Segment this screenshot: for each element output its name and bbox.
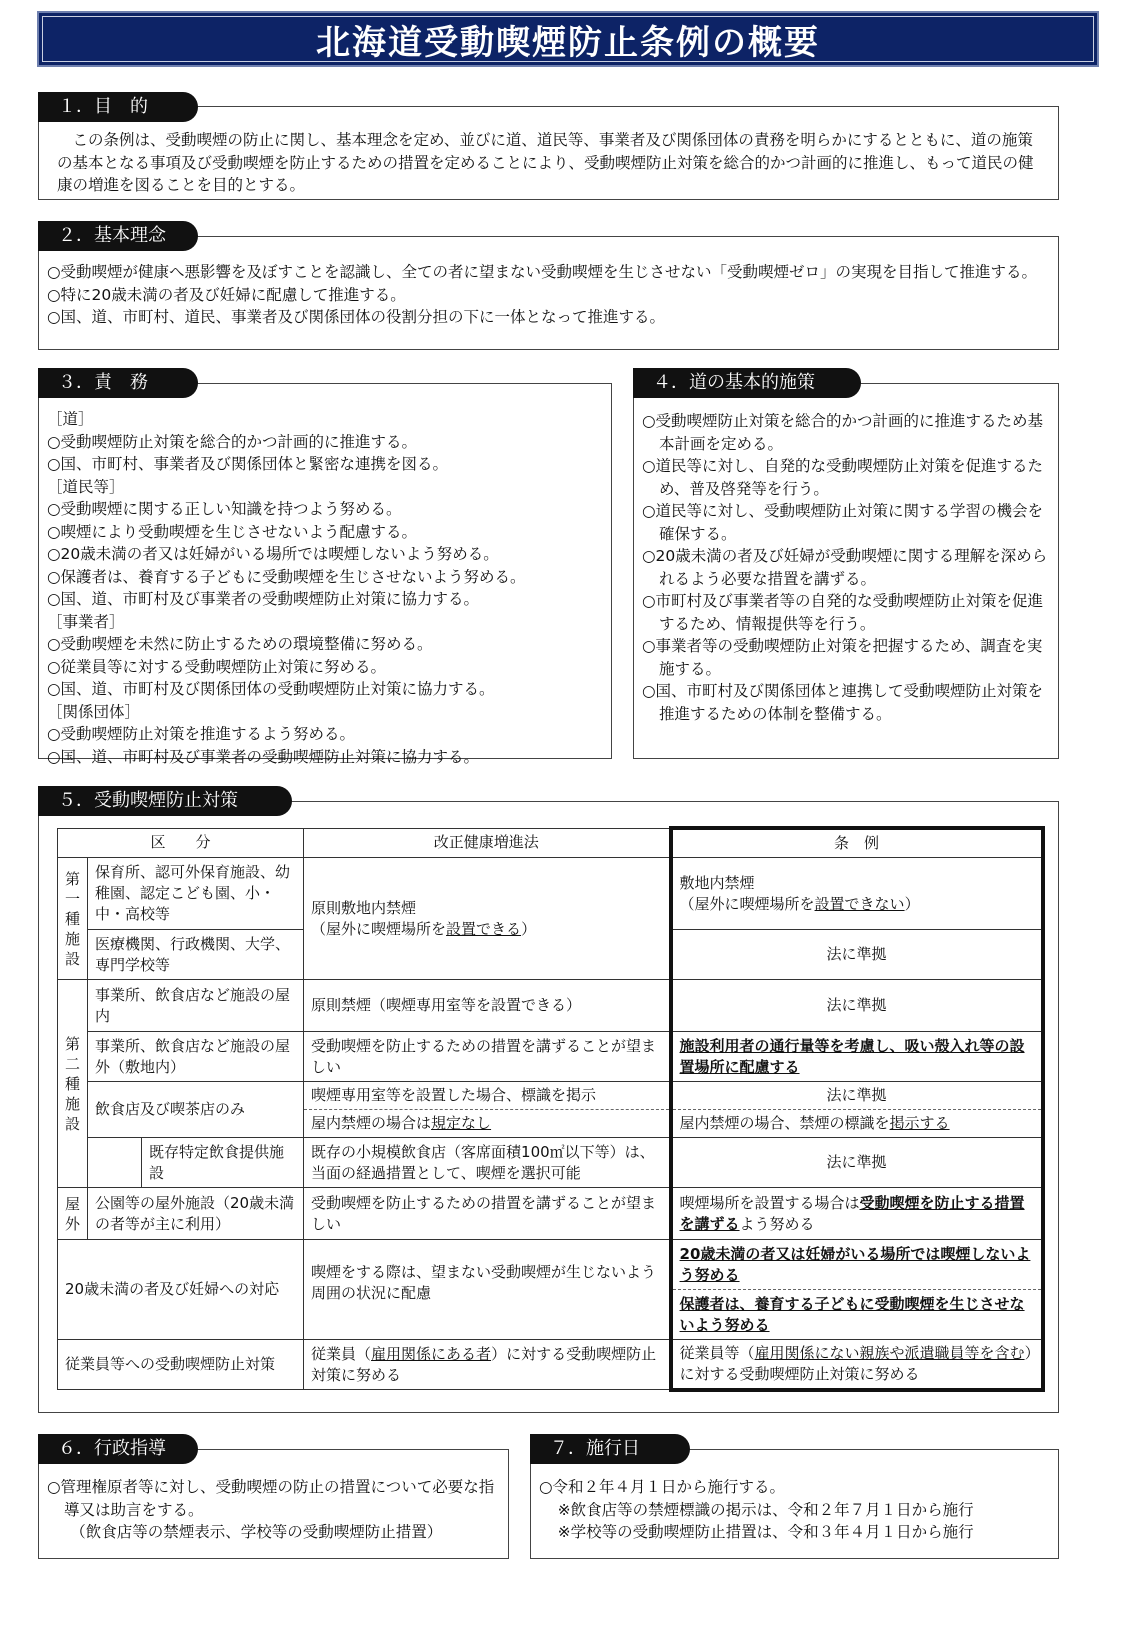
section-5-tag: ５．受動喫煙防止対策 [38, 786, 292, 816]
policy-item: ○市町村及び事業者等の自発的な受動喫煙防止対策を促進するため、情報提供等を行う。 [642, 592, 1044, 633]
jorei-text-underlined: 受動喫煙を防止する措置を講ずる [679, 1193, 1025, 1233]
guidance-item: ○管理権原者等に対し、受動喫煙の防止の措置について必要な指導又は助言をする。 [47, 1478, 495, 1519]
principle-item: ○国、道、市町村、道民、事業者及び関係団体の役割分担の下に一体となって推進する。 [47, 308, 666, 326]
measures-table [57, 826, 1045, 1392]
jorei-text-part: 屋内禁煙の場合、禁煙の標識を [679, 1114, 890, 1132]
row-kubun: 飲食店及び喫茶店のみ [88, 1082, 304, 1138]
section-1-tag: １．目 的 [38, 92, 198, 122]
effective-note: ※飲食店等の禁煙標識の掲示は、令和２年７月１日から施行 [557, 1500, 974, 1519]
purpose-text: この条例は、受動喫煙の防止に関し、基本理念を定め、並びに道、道民等、事業者及び関係団体の責務を明らかにするとともに、道の施策の基本となる事項及び受動喫煙を防止するための措置を定めることにより、受動喫煙防止対策を総合的かつ計画的に推進し、もって道民の健康の増進を図ることを目的とする。 [57, 131, 1034, 194]
row-kubun: 既存特定飲食提供施設 [142, 1138, 304, 1188]
section-6-box [38, 1449, 509, 1559]
duty-item: ○受動喫煙防止対策を推進するよう努める。 [47, 725, 356, 743]
row-jorei: 法に準拠 [671, 1138, 1043, 1188]
row-jorei: 施設利用者の通行量等を考慮し、吸い殻入れ等の設置場所に配慮する [671, 1032, 1043, 1082]
table-row [58, 1138, 1043, 1188]
section-2-tag: ２．基本理念 [38, 221, 198, 251]
row-law: 既存の小規模飲食店（客席面積100㎡以下等）は、当面の経過措置として、喫煙を選択可能 [304, 1138, 671, 1188]
law-text: 原則敷地内禁煙 [311, 898, 417, 917]
duty-item: ○喫煙により受動喫煙を生じさせないよう配慮する。 [47, 522, 418, 541]
law-text-underlined: 規定なし [431, 1114, 492, 1132]
section-3-box [38, 383, 612, 766]
table-row [58, 980, 1043, 1032]
header-jorei: 条 例 [671, 828, 1043, 858]
section-7-tag: ７．施行日 [530, 1434, 690, 1464]
jorei-text-part: 喫煙場所を設置する場合は [679, 1193, 860, 1212]
principle-item: ○受動喫煙が健康へ悪影響を及ぼすことを認識し、全ての者に望まない受動喫煙を生じさせない「受動喫煙ゼロ」の実現を目指して推進する。 [47, 263, 1038, 281]
row-kubun: 従業員等への受動喫煙防止対策 [58, 1340, 304, 1390]
law-text-part: 屋内禁煙の場合は [311, 1114, 432, 1132]
jorei-text-2 [680, 894, 1034, 915]
table-row [58, 1188, 1043, 1240]
law-text-underlined: 雇用関係にある者 [371, 1344, 492, 1363]
group-first-class: 第一種施設 [58, 858, 88, 980]
row-law [304, 858, 671, 980]
section-2-box [38, 236, 1059, 350]
page-title-text: 北海道受動喫煙防止条例の概要 [316, 22, 820, 63]
duty-heading: ［事業者］ [47, 612, 125, 631]
policy-item: ○道民等に対し、自発的な受動喫煙防止対策を促進するため、普及啓発等を行う。 [642, 457, 1044, 498]
row-jorei: 20歳未満の者又は妊婦がいる場所では喫煙しないよう努める [671, 1240, 1043, 1290]
effective-date: ○令和２年４月１日から施行する。 [539, 1478, 786, 1496]
duty-item: ○国、道、市町村及び事業者の受動喫煙防止対策に協力する。 [47, 590, 480, 608]
section-7-box [530, 1449, 1059, 1559]
row-jorei: 法に準拠 [671, 1082, 1043, 1110]
row-jorei [671, 858, 1043, 930]
duty-item: ○国、市町村、事業者及び関係団体と緊密な連携を図る。 [47, 455, 449, 473]
policy-item: ○20歳未満の者及び妊婦が受動喫煙に関する理解を深められるよう必要な措置を講ずる。 [642, 547, 1048, 588]
jorei-text: 敷地内禁煙 [679, 873, 755, 892]
duty-heading: ［関係団体］ [47, 702, 141, 721]
row-indent [88, 1138, 142, 1188]
jorei-text-underlined: 設置できない [814, 894, 905, 913]
row-law: 受動喫煙を防止するための措置を講ずることが望ましい [304, 1188, 671, 1240]
duty-item: ○国、道、市町村及び事業者の受動喫煙防止対策に協力する。 [47, 747, 480, 766]
section-4-box [633, 383, 1059, 759]
table-header-row [58, 828, 1043, 858]
law-text-part: 従業員（ [311, 1344, 372, 1363]
row-kubun: 事業所、飲食店など施設の屋外（敷地内） [88, 1032, 304, 1082]
jorei-text-part: ）に対する受動喫煙防止対策に努める [679, 1343, 1033, 1383]
row-kubun: 保育所、認可外保育施設、幼稚園、認定こども園、小・中・高校等 [88, 858, 304, 930]
policy-item: ○道民等に対し、受動喫煙防止対策に関する学習の機会を確保する。 [642, 502, 1044, 543]
row-law: 原則禁煙（喫煙専用室等を設置できる） [304, 980, 671, 1032]
duty-item: ○国、道、市町村及び関係団体の受動喫煙防止対策に協力する。 [47, 680, 495, 698]
row-jorei [671, 1340, 1043, 1390]
table-row [58, 1240, 1043, 1290]
duty-item: ○受動喫煙を未然に防止するための環境整備に努める。 [47, 635, 433, 653]
guidance-note: （飲食店等の禁煙表示、学校等の受動喫煙防止措置） [70, 1523, 443, 1541]
jorei-text-part: 従業員等（ [679, 1343, 755, 1362]
row-jorei: 法に準拠 [671, 980, 1043, 1032]
section-3-tag: ３．責 務 [38, 368, 198, 398]
policy-item: ○受動喫煙防止対策を総合的かつ計画的に推進するため基本計画を定める。 [642, 412, 1044, 453]
law-text-2 [311, 919, 662, 940]
law-text-part: ） [521, 919, 537, 938]
section-4-tag: ４．道の基本的施策 [633, 368, 861, 398]
row-kubun: 20歳未満の者及び妊婦への対応 [58, 1240, 304, 1340]
row-kubun: 公園等の屋外施設（20歳未満の者等が主に利用） [88, 1188, 304, 1240]
row-kubun: 事業所、飲食店など施設の屋内 [88, 980, 304, 1032]
row-jorei [671, 1110, 1043, 1138]
duty-item: ○保護者は、養育する子どもに受動喫煙を生じさせないよう努める。 [47, 567, 526, 586]
law-text-underlined: 設置できる [446, 919, 522, 938]
row-jorei: 法に準拠 [671, 930, 1043, 980]
duty-item: ○20歳未満の者又は妊婦がいる場所では喫煙しないよう努める。 [47, 545, 499, 563]
jorei-text-part: よう努める [739, 1214, 815, 1233]
section-6-tag: ６．行政指導 [38, 1434, 198, 1464]
policy-item: ○国、市町村及び関係団体と連携して受動喫煙防止対策を推進するための体制を整備する。 [642, 682, 1044, 723]
header-law: 改正健康増進法 [304, 828, 671, 858]
jorei-text-underlined: 掲示する [889, 1114, 950, 1132]
row-law: 喫煙専用室等を設置した場合、標識を掲示 [304, 1082, 671, 1110]
table-row [58, 1032, 1043, 1082]
table-row [58, 858, 1043, 930]
row-kubun: 医療機関、行政機関、大学、専門学校等 [88, 930, 304, 980]
page-title [37, 11, 1099, 67]
section-1-box [38, 106, 1059, 200]
principle-item: ○特に20歳未満の者及び妊婦に配慮して推進する。 [47, 285, 406, 304]
law-text-part: ）に対する受動喫煙防止対策に努める [311, 1344, 657, 1384]
group-second-class: 第二種施設 [58, 980, 88, 1188]
duty-item: ○受動喫煙に関する正しい知識を持つよう努める。 [47, 500, 402, 518]
policy-item: ○事業者等の受動喫煙防止対策を把握するため、調査を実施する。 [642, 637, 1043, 678]
row-law: 喫煙をする際は、望まない受動喫煙が生じないよう周囲の状況に配慮 [304, 1240, 671, 1340]
jorei-text-underlined: 雇用関係にない親族や派遣職員等を含む [754, 1343, 1025, 1362]
row-law: 受動喫煙を防止するための措置を講ずることが望ましい [304, 1032, 671, 1082]
law-text-part: （屋外に喫煙場所を [311, 919, 447, 938]
row-jorei [671, 1188, 1043, 1240]
jorei-text-part: （屋外に喫煙場所を [679, 894, 815, 913]
row-jorei: 保護者は、養育する子どもに受動喫煙を生じさせないよう努める [671, 1290, 1043, 1340]
table-row [58, 1340, 1043, 1390]
row-law [304, 1110, 671, 1138]
header-kubun: 区 分 [58, 828, 304, 858]
effective-note: ※学校等の受動喫煙防止措置は、令和３年４月１日から施行 [557, 1523, 974, 1541]
duty-item: ○受動喫煙防止対策を総合的かつ計画的に推進する。 [47, 432, 418, 451]
row-law [304, 1340, 671, 1390]
group-outdoor: 屋外 [58, 1188, 88, 1240]
duty-heading: ［道］ [47, 410, 94, 428]
duty-item: ○従業員等に対する受動喫煙防止対策に努める。 [47, 657, 387, 676]
table-row [58, 1082, 1043, 1110]
duty-heading: ［道民等］ [47, 477, 125, 496]
jorei-text-part: ） [904, 894, 920, 913]
